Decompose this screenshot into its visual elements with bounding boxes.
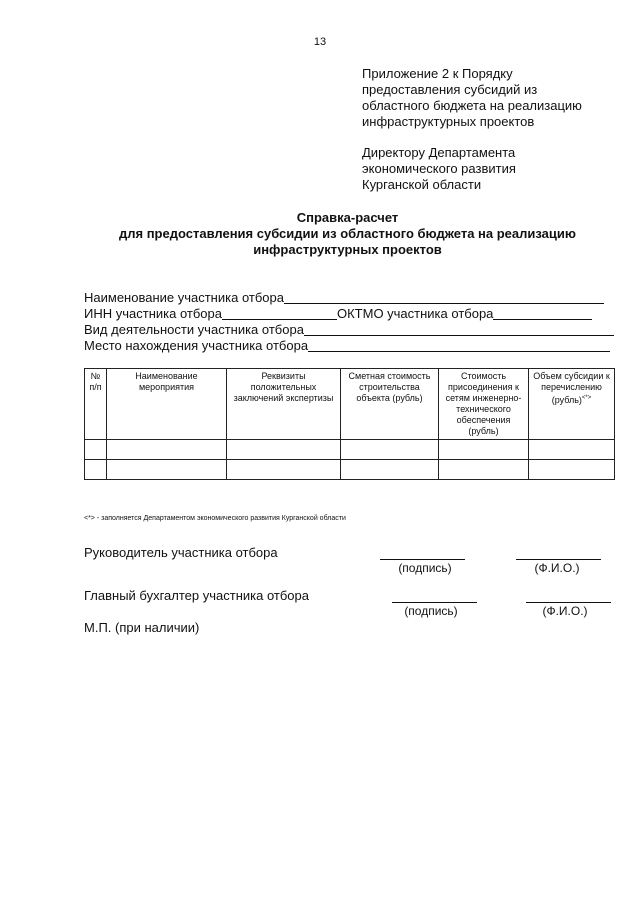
header-connection-cost: Стоимость присоединения к сетям инженерно-технического обеспечения (рубль) xyxy=(439,369,529,440)
page-number: 13 xyxy=(313,36,327,48)
title-line-3: инфраструктурных проектов xyxy=(253,242,442,257)
inn-label: ИНН участника отбора xyxy=(84,306,222,321)
inn-oktmo-field-row xyxy=(84,306,614,322)
appendix-line: областного бюджета на реализацию xyxy=(362,98,582,113)
header-expertise-details: Реквизиты положительных заключений экспертизы xyxy=(227,369,341,440)
table-cell[interactable] xyxy=(107,440,227,460)
oktmo-input-line[interactable] xyxy=(493,307,592,320)
table-cell[interactable] xyxy=(107,460,227,480)
table-cell[interactable] xyxy=(529,440,615,460)
accountant-name-caption: (Ф.И.О.) xyxy=(542,604,588,618)
table-header-row xyxy=(85,369,615,440)
head-name-caption: (Ф.И.О.) xyxy=(534,561,580,575)
calculation-table xyxy=(84,368,615,480)
appendix-note xyxy=(362,66,622,130)
title-line-2: для предоставления субсидии из областного бюджета на реализацию xyxy=(118,226,576,241)
header-footnote-mark: <*> xyxy=(581,395,592,401)
head-signature-caption: (подпись) xyxy=(398,561,452,575)
accountant-label: Главный бухгалтер участника отбора xyxy=(84,588,309,603)
table-cell[interactable] xyxy=(227,440,341,460)
appendix-line: Приложение 2 к Порядку xyxy=(362,66,513,81)
addressee-line: экономического развития xyxy=(362,161,516,176)
head-label: Руководитель участника отбора xyxy=(84,545,278,560)
table-cell[interactable] xyxy=(529,460,615,480)
name-label: Наименование участника отбора xyxy=(84,290,284,305)
oktmo-label: ОКТМО участника отбора xyxy=(336,306,494,321)
head-signature-line[interactable] xyxy=(380,559,465,560)
table-cell[interactable] xyxy=(227,460,341,480)
table-cell[interactable] xyxy=(341,460,439,480)
header-number: № п/п xyxy=(85,369,107,440)
accountant-signature-line[interactable] xyxy=(392,602,477,603)
appendix-line: предоставления субсидий из xyxy=(362,82,538,97)
location-label: Место нахождения участника отбора xyxy=(84,338,309,353)
header-event-name: Наименование мероприятия xyxy=(107,369,227,440)
participant-fields xyxy=(84,290,614,354)
accountant-name-line[interactable] xyxy=(526,602,611,603)
location-field-row xyxy=(84,338,614,354)
header-subsidy-amount xyxy=(529,369,615,440)
table-cell[interactable] xyxy=(439,440,529,460)
table-row xyxy=(85,440,615,460)
footnote: <*> - заполняется Департаментом экономического развития Курганской области xyxy=(84,515,346,522)
inn-input-line[interactable] xyxy=(222,307,337,320)
table-cell[interactable] xyxy=(439,460,529,480)
table-cell[interactable] xyxy=(341,440,439,460)
addressee xyxy=(362,145,622,193)
document-title xyxy=(60,210,635,258)
name-field-row xyxy=(84,290,614,306)
table-row xyxy=(85,460,615,480)
activity-label: Вид деятельности участника отбора xyxy=(84,322,304,337)
addressee-line: Курганской области xyxy=(362,177,482,192)
table-cell[interactable] xyxy=(85,460,107,480)
addressee-line: Директору Департамента xyxy=(362,145,516,160)
activity-input-line[interactable] xyxy=(304,323,614,336)
activity-field-row xyxy=(84,322,614,338)
table-cell[interactable] xyxy=(85,440,107,460)
appendix-line: инфраструктурных проектов xyxy=(362,114,535,129)
location-input-line[interactable] xyxy=(308,339,610,352)
accountant-signature-caption: (подпись) xyxy=(404,604,458,618)
title-line-1: Справка-расчет xyxy=(296,210,399,225)
stamp-label: М.П. (при наличии) xyxy=(84,620,200,635)
name-input-line[interactable] xyxy=(284,291,604,304)
head-name-line[interactable] xyxy=(516,559,601,560)
header-subsidy-text: Объем субсидии к перечислению (рубль) xyxy=(533,371,610,405)
header-estimated-cost: Сметная стоимость строительства объекта (рубль) xyxy=(341,369,439,440)
